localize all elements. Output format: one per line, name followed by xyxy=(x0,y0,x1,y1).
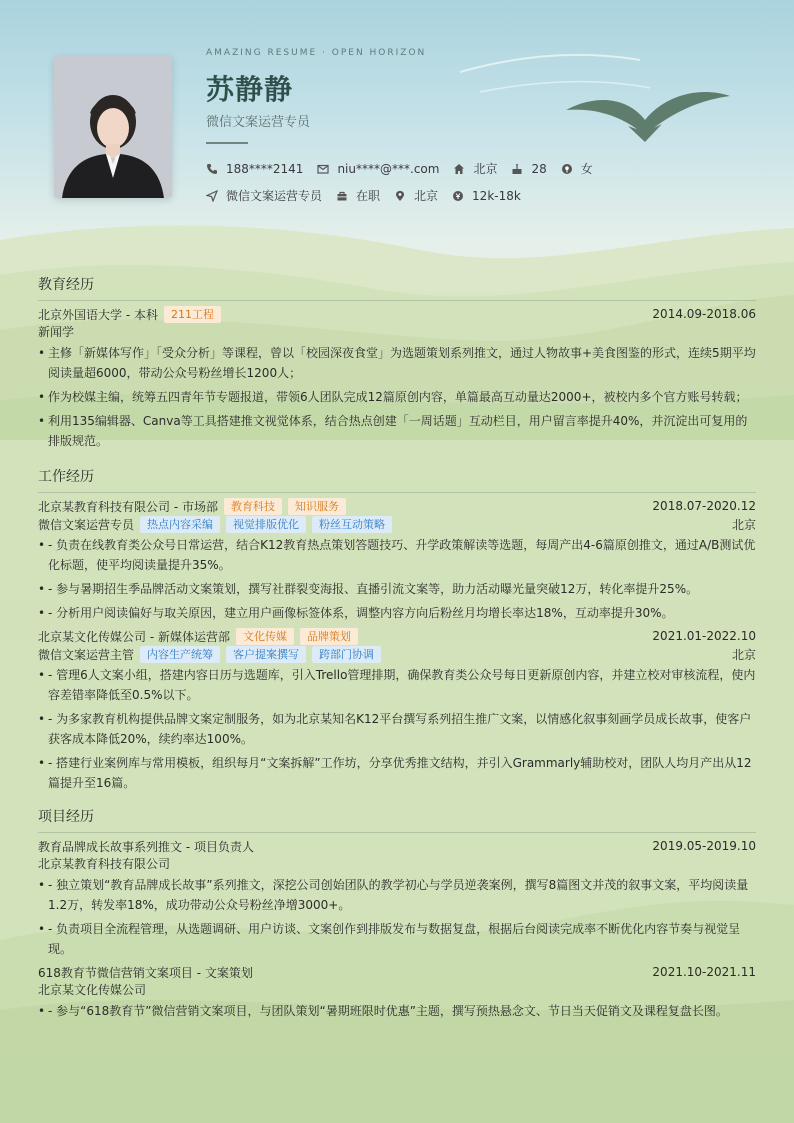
job-entry xyxy=(38,627,756,793)
job-entry xyxy=(38,497,756,623)
work-section xyxy=(38,466,756,797)
project-name: 618教育节微信营销文案项目 - 文案策划 xyxy=(38,965,253,980)
education-section xyxy=(38,274,756,455)
age-item xyxy=(511,162,546,176)
project-entry xyxy=(38,837,756,959)
list-item: • - 分析用户阅读偏好与取关原因，建立用户画像标签体系，调整内容方向后粉丝月均增长率达18%，互动率提升30%。 xyxy=(38,603,756,623)
phone-text: 188****2141 xyxy=(226,161,304,176)
candidate-name: 苏静静 xyxy=(206,73,294,106)
title-divider xyxy=(206,142,248,144)
project-org: 北京某教育科技有限公司 xyxy=(38,857,171,871)
school-tag: 211工程 xyxy=(164,306,221,323)
skill-tag: 热点内容采编 xyxy=(140,516,220,533)
list-item: • - 管理6人文案小组，搭建内容日历与选题库，引入Trello管理排期，确保教育类公众号每日更新原创内容，并建立校对审核流程，使内容差错率降低至0.5%以下。 xyxy=(38,665,756,705)
phone-icon xyxy=(206,163,218,175)
project-bullets xyxy=(38,1001,756,1021)
job-city: 北京 xyxy=(731,647,756,662)
skill-tag: 视觉排版优化 xyxy=(226,516,306,533)
status-icon xyxy=(336,190,348,202)
gender-item xyxy=(561,160,593,177)
job-header-row xyxy=(38,497,756,515)
job-role-row xyxy=(38,515,756,533)
education-heading: 教育经历 xyxy=(38,274,756,301)
project-name: 教育品牌成长故事系列推文 - 项目负责人 xyxy=(38,839,254,854)
send-icon xyxy=(206,190,218,202)
job-status-text: 在职 xyxy=(356,189,381,203)
list-item: • - 参与暑期招生季品牌活动文案策划，撰写社群裂变海报、直播引流文案等，助力活动曝光量突破12万，转化率提升25%。 xyxy=(38,579,756,599)
education-bullets xyxy=(38,343,756,451)
company-name: 北京某教育科技有限公司 - 市场部 xyxy=(38,499,218,514)
list-item: • - 独立策划“教育品牌成长故事”系列推文，深挖公司创始团队的教学初心与学员逆袭案例，撰写8篇图文并茂的叙事文案，平均阅读量1.2万，转发率18%，成功带动公众号粉丝净增3000+。 xyxy=(38,875,756,915)
contact-row xyxy=(206,160,607,177)
salary-text: 12k-18k xyxy=(472,188,521,203)
job-title: 微信文案运营专员 xyxy=(206,115,311,130)
list-item: • - 负责项目全流程管理，从选题调研、用户访谈、文案创作到排版发布与数据复盘，根据后台阅读完成率不断优化内容节奏与视觉呈现。 xyxy=(38,919,756,959)
mail-icon xyxy=(317,163,329,175)
target-position-text: 微信文案运营专员 xyxy=(226,189,323,203)
cake-icon xyxy=(511,163,523,175)
email-text: niu****@***.com xyxy=(337,161,440,176)
skill-tag: 粉丝互动策略 xyxy=(312,516,392,533)
company-tag: 知识服务 xyxy=(288,498,346,515)
work-heading: 工作经历 xyxy=(38,466,756,493)
list-item: • 利用135编辑器、Canva等工具搭建推文视觉体系，结合热点创建「一周话题」互动栏目，用户留言率提升40%，并沉淀出可复用的排版规范。 xyxy=(38,411,756,451)
job-bullets xyxy=(38,665,756,793)
salary-icon xyxy=(452,190,464,202)
company-name: 北京某文化传媒公司 - 新媒体运营部 xyxy=(38,629,230,644)
target-position-item xyxy=(206,187,322,204)
role-name: 微信文案运营主管 xyxy=(38,647,135,662)
tagline: AMAZING RESUME · OPEN HORIZON xyxy=(206,48,427,58)
location-icon xyxy=(394,190,406,202)
project-org: 北京某文化传媒公司 xyxy=(38,983,147,997)
list-item: • - 参与“618教育节”微信营销文案项目，与团队策划“暑期班限时优惠”主题，撰写预热悬念文、节日当天促销文及课程复盘长图。 xyxy=(38,1001,756,1021)
education-date: 2014.09-2018.06 xyxy=(652,307,756,321)
skill-tag: 内容生产统筹 xyxy=(140,646,220,663)
projects-heading: 项目经历 xyxy=(38,806,756,833)
company-tag: 文化传媒 xyxy=(236,628,294,645)
job-status-item xyxy=(336,187,380,204)
phone-item xyxy=(206,162,303,176)
project-date: 2019.05-2019.10 xyxy=(652,839,756,853)
project-header-row xyxy=(38,837,756,855)
city-text: 北京 xyxy=(473,162,498,176)
education-header-row xyxy=(38,305,756,323)
skill-tag: 跨部门协调 xyxy=(312,646,381,663)
salary-item xyxy=(452,189,521,203)
job-header-row xyxy=(38,627,756,645)
list-item: • 主修「新媒体写作」「受众分析」等课程，曾以「校园深夜食堂」为选题策划系列推文，通过人物故事+美食图鉴的形式，连续5期平均阅读量超6000，带动公众号粉丝增长1200人； xyxy=(38,343,756,383)
intent-row xyxy=(206,187,535,204)
project-bullets xyxy=(38,875,756,959)
job-role-row xyxy=(38,645,756,663)
major: 新闻学 xyxy=(38,325,75,339)
job-date: 2021.01-2022.10 xyxy=(652,629,756,643)
email-item xyxy=(317,162,439,176)
list-item: • - 搭建行业案例库与常用模板，组织每月“文案拆解”工作坊，分享优秀推文结构，并引入Grammarly辅助校对，团队人均月产出从12篇提升至16篇。 xyxy=(38,753,756,793)
gender-text: 女 xyxy=(580,162,593,176)
list-item: • - 负责在线教育类公众号日常运营，结合K12教育热点策划答题技巧、升学政策解读等选题，每周产出4-6篇原创推文，通过A/B测试优化标题，使平均阅读量提升35%。 xyxy=(38,535,756,575)
projects-section xyxy=(38,806,756,1025)
project-date: 2021.10-2021.11 xyxy=(652,965,756,979)
age-text: 28 xyxy=(531,161,547,176)
job-bullets xyxy=(38,535,756,623)
project-header-row xyxy=(38,963,756,981)
target-city-text: 北京 xyxy=(414,189,439,203)
gender-icon xyxy=(561,163,573,175)
job-city: 北京 xyxy=(731,517,756,532)
role-name: 微信文案运营专员 xyxy=(38,517,135,532)
company-tag: 教育科技 xyxy=(224,498,282,515)
job-date: 2018.07-2020.12 xyxy=(652,499,756,513)
company-tag: 品牌策划 xyxy=(300,628,358,645)
skill-tag: 客户提案撰写 xyxy=(226,646,306,663)
city-item xyxy=(453,160,497,177)
project-entry xyxy=(38,963,756,1021)
school-name: 北京外国语大学 - 本科 xyxy=(38,307,158,322)
list-item: • - 为多家教育机构提供品牌文案定制服务，如为北京某知名K12平台撰写系列招生推广文案，以情感化叙事刻画学员成长故事，使客户获客成本降低20%，续约率达100%。 xyxy=(38,709,756,749)
list-item: • 作为校媒主编，统筹五四青年节专题报道，带领6人团队完成12篇原创内容，单篇最高互动量达2000+，被校内多个官方账号转载； xyxy=(38,387,756,407)
target-city-item xyxy=(394,187,438,204)
home-icon xyxy=(453,163,465,175)
profile-photo xyxy=(54,56,172,198)
